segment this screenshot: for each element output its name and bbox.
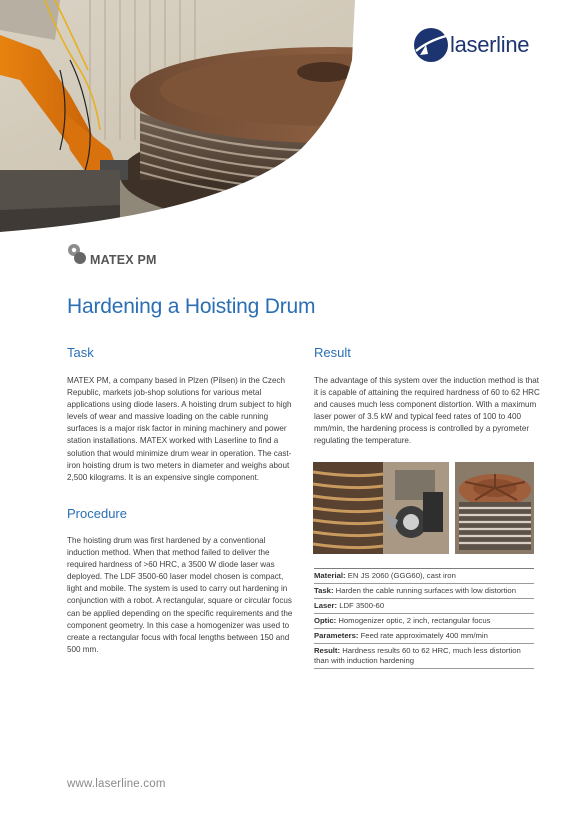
spec-value: Hardness results 60 to 62 HRC, much less distortion than with induction hardening <box>314 646 521 665</box>
spec-value: Feed rate approximately 400 mm/min <box>360 631 488 640</box>
procedure-text: The hoisting drum was first hardened by a conventional induction method. When that method failed to deliver the required hardness of >60 HRC, a 3500 W diode laser was deployed. The LDF 3500-60 laser model chosen is compact, light and mobile. The system is used to carry out hardening in conjunction with a robot. A rectangular, square or circular focus can be applied depending on the specific requirements and the component geometry. In this case a homogenizer was used to create a rectangular focus with focal lengths between 150 and 500 mm. <box>67 536 293 654</box>
task-heading: Task <box>67 345 94 360</box>
spec-value: LDF 3500-60 <box>339 601 385 610</box>
laserline-globe-icon <box>413 27 449 63</box>
spec-row-material <box>314 569 534 584</box>
spec-key: Parameters: <box>314 631 359 640</box>
laserline-wordmark: laserline <box>450 32 530 57</box>
spec-row-parameters <box>314 629 534 644</box>
spec-key: Material: <box>314 571 346 580</box>
result-heading: Result <box>314 345 351 360</box>
spec-value: Harden the cable running surfaces with low distortion <box>335 586 516 595</box>
matex-pm-logo <box>66 240 157 268</box>
spec-row-task <box>314 584 534 599</box>
spec-key: Optic: <box>314 616 337 625</box>
result-text: The advantage of this system over the induction method is that it is capable of attaining the required hardness of 60 to 62 HRC and causes much less component distortion. With a maximum laser power of 3.5 kW and typical feed rates of 100 to 400 mm/min, the hardening process is controlled by a pyrometer regulating the temperature. <box>314 376 540 446</box>
spec-value: Homogenizer optic, 2 inch, rectangular focus <box>338 616 491 625</box>
spec-key: Task: <box>314 586 334 595</box>
specification-table <box>314 568 534 669</box>
spec-row-result <box>314 644 534 669</box>
spec-row-laser <box>314 599 534 614</box>
laserline-logo[interactable] <box>413 25 543 65</box>
spec-row-optic <box>314 614 534 629</box>
spec-key: Laser: <box>314 601 338 610</box>
footer-website-link[interactable]: www.laserline.com <box>67 778 166 790</box>
drum-closeup-photo <box>313 462 449 554</box>
hardened-drum-photo <box>455 462 534 554</box>
procedure-heading: Procedure <box>67 506 127 521</box>
matex-pm-wordmark: MATEX PM <box>90 253 157 267</box>
matex-gear-icon <box>66 242 88 268</box>
page-title: Hardening a Hoisting Drum <box>67 295 316 318</box>
spec-key: Result: <box>314 646 341 655</box>
spec-value: EN JS 2060 (GGG60), cast iron <box>347 571 456 580</box>
task-text: MATEX PM, a company based in Plzen (Pilsen) in the Czech Republic, markets job-shop solutions for various metal applications using diode lasers. A hoisting drum subject to high levels of wear and massive loading on the cable running surfaces is a major risk factor in mining machinery and power station installations. MATEX worked with Laserline to find a solution that would minimize drum wear in operation. The cast-iron hoisting drum is two meters in diameter and weighs about 2,500 kilograms. It is an expensive single component. <box>67 376 292 482</box>
